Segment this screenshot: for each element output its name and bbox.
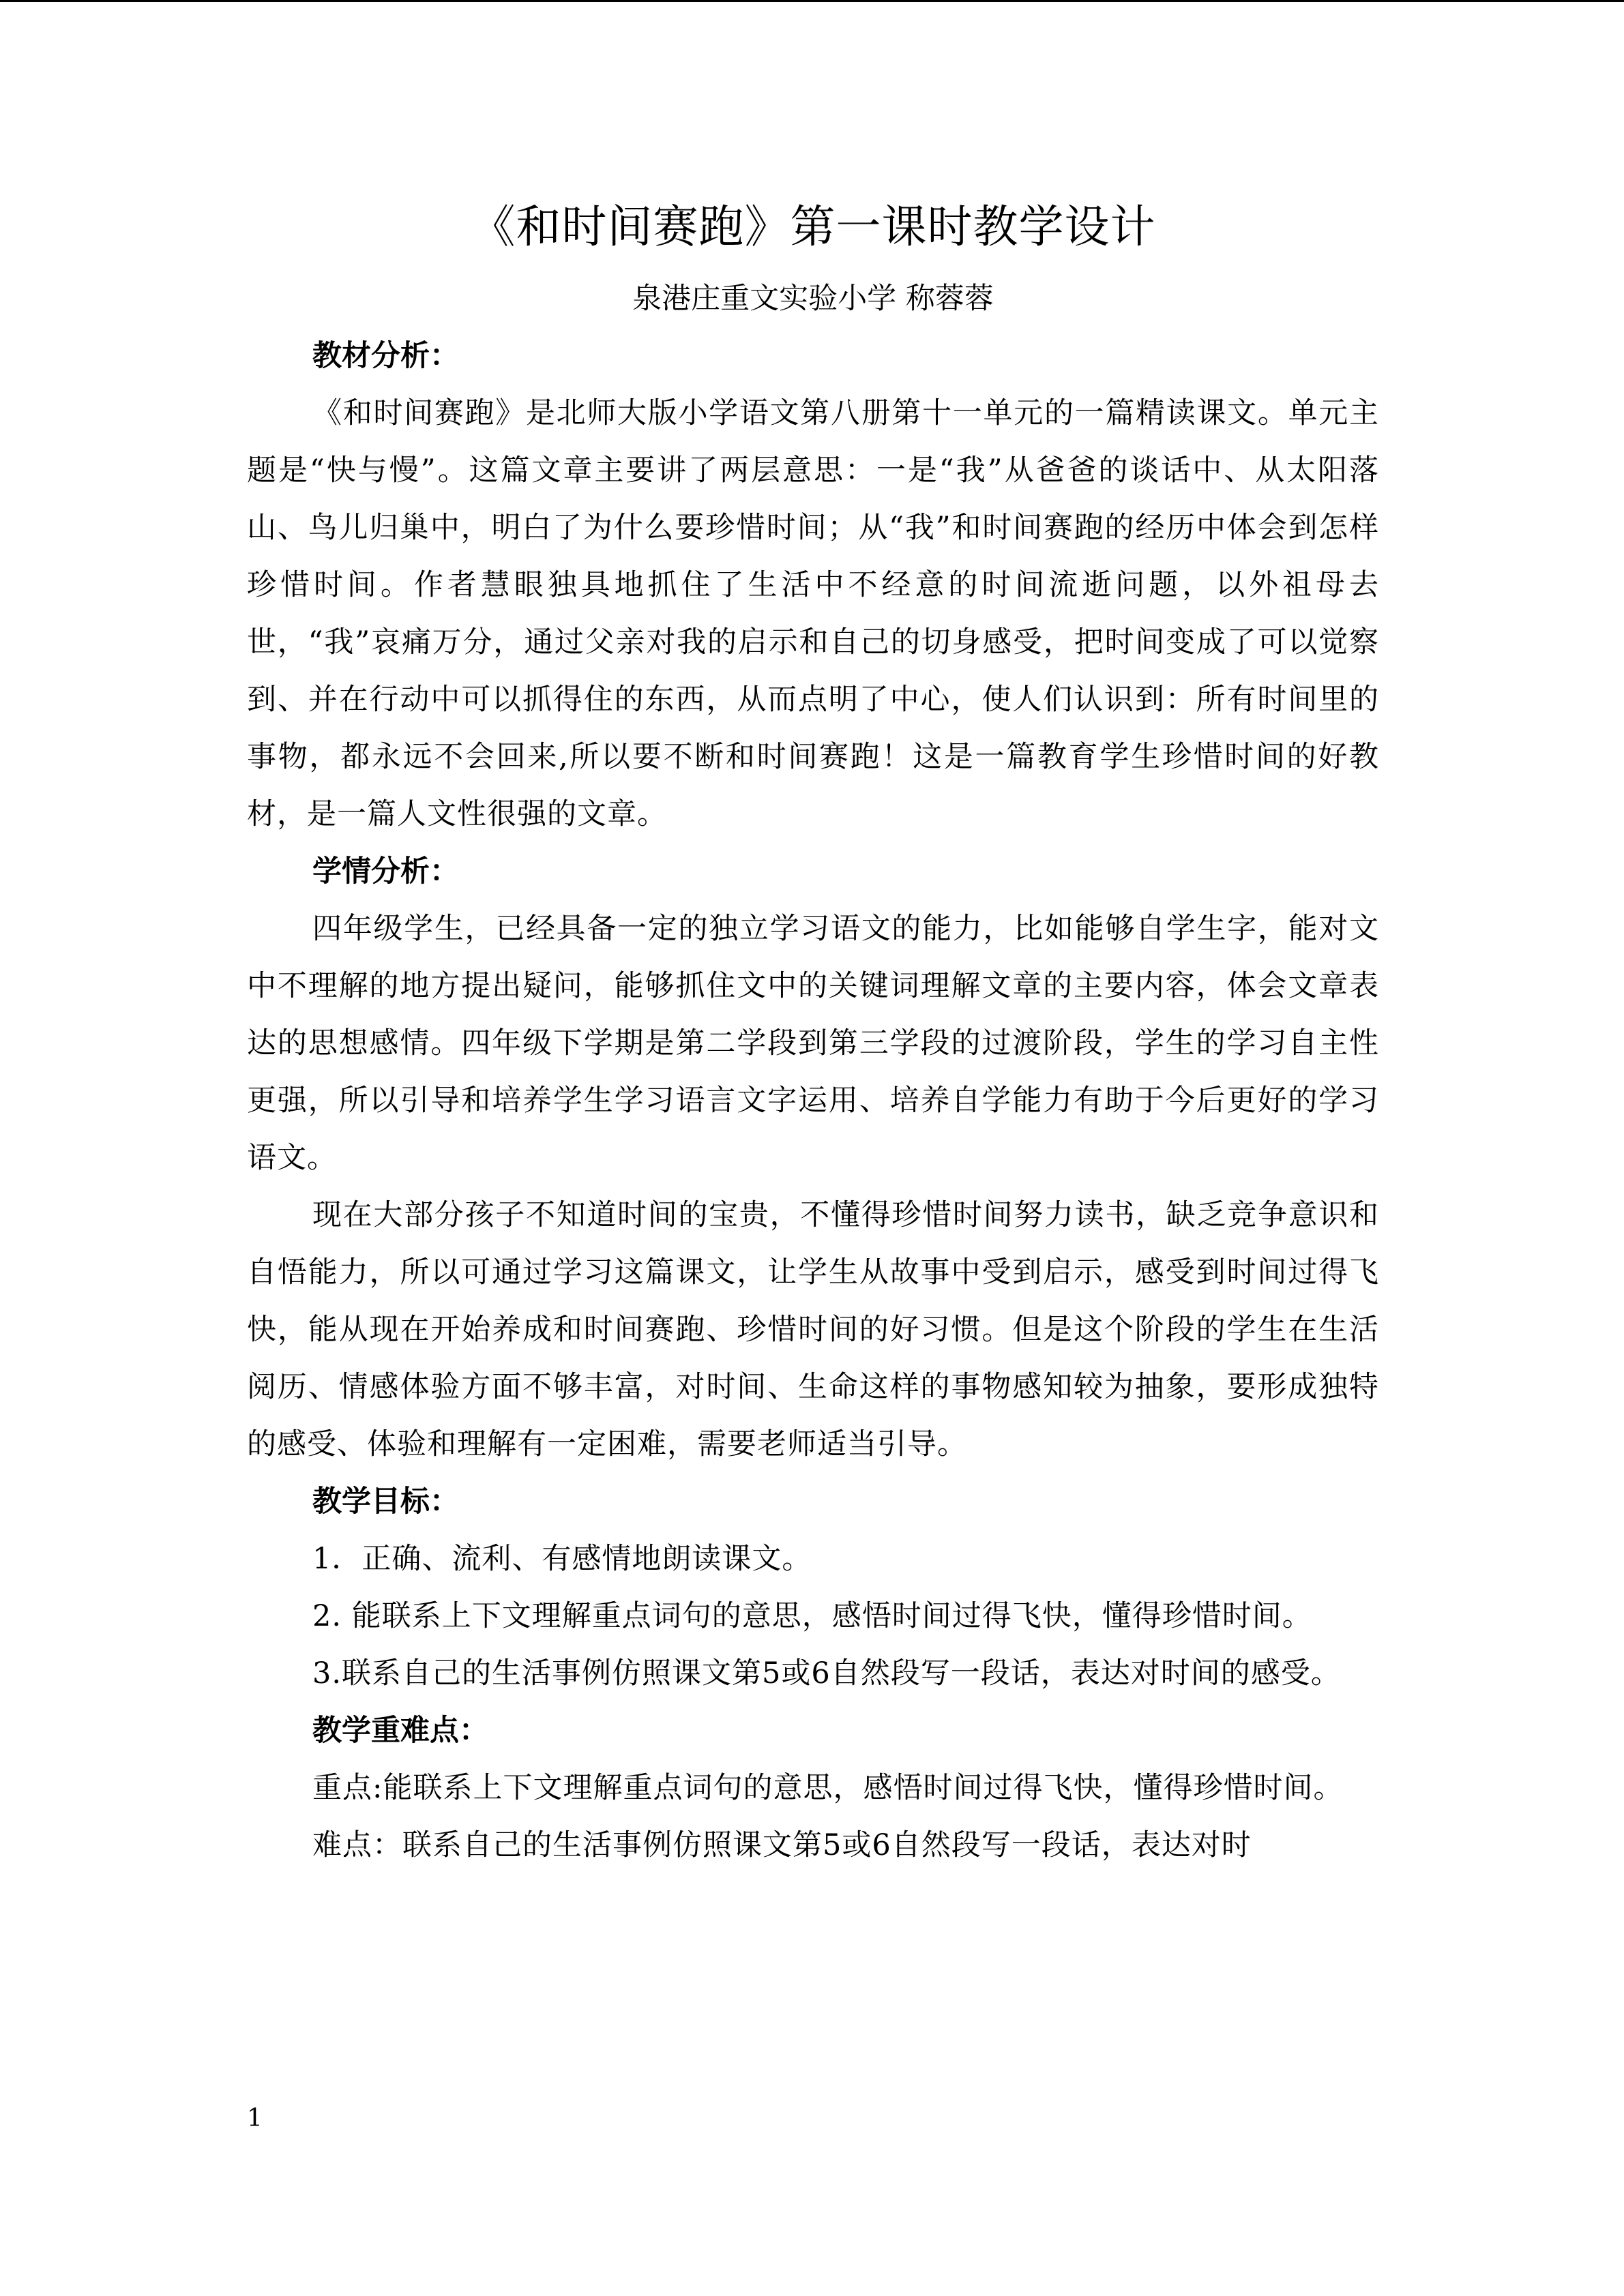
top-border-line — [0, 0, 1624, 2]
teaching-goal-item-1: 1．正确、流利、有感情地朗读课文。 — [312, 1542, 812, 1576]
teaching-goal-item-3: 3.联系自己的生活事例仿照课文第5或6自然段写一段话，表达对时间的感受。 — [312, 1656, 1341, 1690]
student-analysis-paragraph-1: 四年级学生，已经具备一定的独立学习语文的能力，比如能够自学生字，能对文中不理解的地方提出疑问，能够抓住文中的关键词理解文章的主要内容，体会文章表达的思想感情。四年级下学期是第二学段到第三学段的过渡阶段，学生的学习自主性更强，所以引导和培养学生学习语言文字运用、培养自学能力有助于今后更好的学习语文。 — [247, 912, 1379, 1175]
page-number: 1 — [247, 2104, 263, 2132]
teaching-goals-heading: 教学目标： — [312, 1485, 459, 1519]
material-analysis-paragraph: 《和时间赛跑》是北师大版小学语文第八册第十一单元的一篇精读课文。单元主题是“快与慢”。这篇文章主要讲了两层意思：一是“我”从爸爸的谈话中、从太阳落山、鸟儿归巢中，明白了为什么要珍惜时间；从“我”和时间赛跑的经历中体会到怎样珍惜时间。作者慧眼独具地抓住了生活中不经意的时间流逝问题，以外祖母去世，“我”哀痛万分，通过父亲对我的启示和自己的切身感受，把时间变成了可以觉察到、并在行动中可以抓得住的东西，从而点明了中心，使人们认识到：所有时间里的事物，都永远不会回来,所以要不断和时间赛跑！这是一篇教育学生珍惜时间的好教材，是一篇人文性很强的文章。 — [247, 396, 1379, 831]
document-page — [247, 184, 1379, 1874]
key-point-paragraph: 重点:能联系上下文理解重点词句的意思，感悟时间过得飞快，懂得珍惜时间。 — [312, 1771, 1344, 1805]
difficult-point-paragraph: 难点：联系自己的生活事例仿照课文第5或6自然段写一段话，表达对时 — [312, 1828, 1252, 1862]
student-analysis-paragraph-2: 现在大部分孩子不知道时间的宝贵，不懂得珍惜时间努力读书，缺乏竞争意识和自悟能力，所以可通过学习这篇课文，让学生从故事中受到启示，感受到时间过得飞快，能从现在开始养成和时间赛跑、珍惜时间的好习惯。但是这个阶段的学生在生活阅历、情感体验方面不够丰富，对时间、生命这样的事物感知较为抽象，要形成独特的感受、体验和理解有一定困难，需要老师适当引导。 — [247, 1198, 1379, 1461]
key-points-heading: 教学重难点： — [312, 1714, 488, 1748]
material-analysis-heading: 教材分析： — [312, 339, 459, 373]
document-title: 《和时间赛跑》第一课时教学设计 — [470, 200, 1156, 253]
teaching-goal-item-2: 2. 能联系上下文理解重点词句的意思，感悟时间过得飞快，懂得珍惜时间。 — [312, 1599, 1312, 1633]
author-line: 泉港庄重文实验小学 称蓉蓉 — [632, 282, 994, 316]
student-analysis-heading: 学情分析： — [312, 854, 459, 889]
